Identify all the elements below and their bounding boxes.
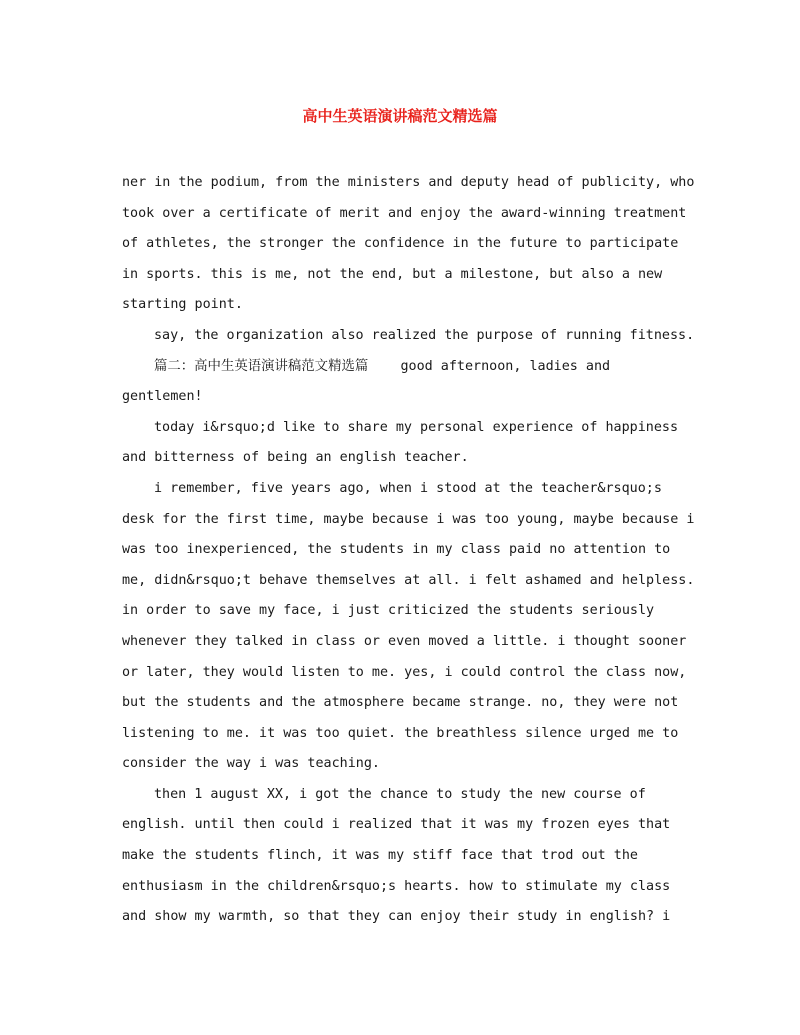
text-line: in sports. this is me, not the end, but a milestone, but also a new bbox=[122, 266, 663, 282]
document-title: 高中生英语演讲稿范文精选篇 bbox=[302, 107, 498, 125]
text-line: ner in the podium, from the ministers and deputy head of publicity, who bbox=[122, 175, 695, 190]
text-line: and bitterness of being an english teacher. bbox=[122, 450, 469, 466]
text-line: or later, they would listen to me. yes, i could control the class now, bbox=[122, 664, 687, 680]
text-line: took over a certificate of merit and enjoy the award-winning treatment bbox=[122, 205, 687, 221]
text-line: desk for the first time, maybe because i was too young, maybe because i bbox=[122, 511, 695, 527]
text-line: was too inexperienced, the students in my class paid no attention to bbox=[122, 542, 671, 558]
text-line: of athletes, the stronger the confidence in the future to participate bbox=[122, 236, 679, 252]
text-line: 篇二：高中生英语演讲稿范文精选篇 good afternoon, ladies and bbox=[154, 358, 611, 374]
document-body bbox=[122, 168, 695, 933]
text-line: say, the organization also realized the purpose of running fitness. bbox=[154, 327, 695, 343]
text-line: in order to save my face, i just criticized the students seriously bbox=[122, 603, 655, 619]
text-line: i remember, five years ago, when i stood at the teacher&rsquo;s bbox=[154, 480, 662, 496]
text-line: whenever they talked in class or even moved a little. i thought sooner bbox=[122, 633, 687, 649]
text-line: starting point. bbox=[122, 297, 243, 313]
text-line: english. until then could i realized that it was my frozen eyes that bbox=[122, 817, 671, 833]
text-line: enthusiasm in the children&rsquo;s hearts. how to stimulate my class bbox=[122, 878, 671, 894]
text-line: listening to me. it was too quiet. the breathless silence urged me to bbox=[122, 725, 679, 741]
text-line: make the students flinch, it was my stiff face that trod out the bbox=[122, 848, 638, 864]
text-line: today i&rsquo;d like to share my personal experience of happiness bbox=[154, 419, 679, 435]
text-line: gentlemen! bbox=[122, 389, 203, 405]
text-line: consider the way i was teaching. bbox=[122, 756, 380, 772]
text-line: but the students and the atmosphere became strange. no, they were not bbox=[122, 695, 679, 711]
text-line: me, didn&rsquo;t behave themselves at all. i felt ashamed and helpless. bbox=[122, 572, 695, 588]
text-line: then 1 august XX, i got the chance to study the new course of bbox=[154, 786, 646, 802]
text-line: and show my warmth, so that they can enjoy their study in english? i bbox=[122, 909, 671, 925]
